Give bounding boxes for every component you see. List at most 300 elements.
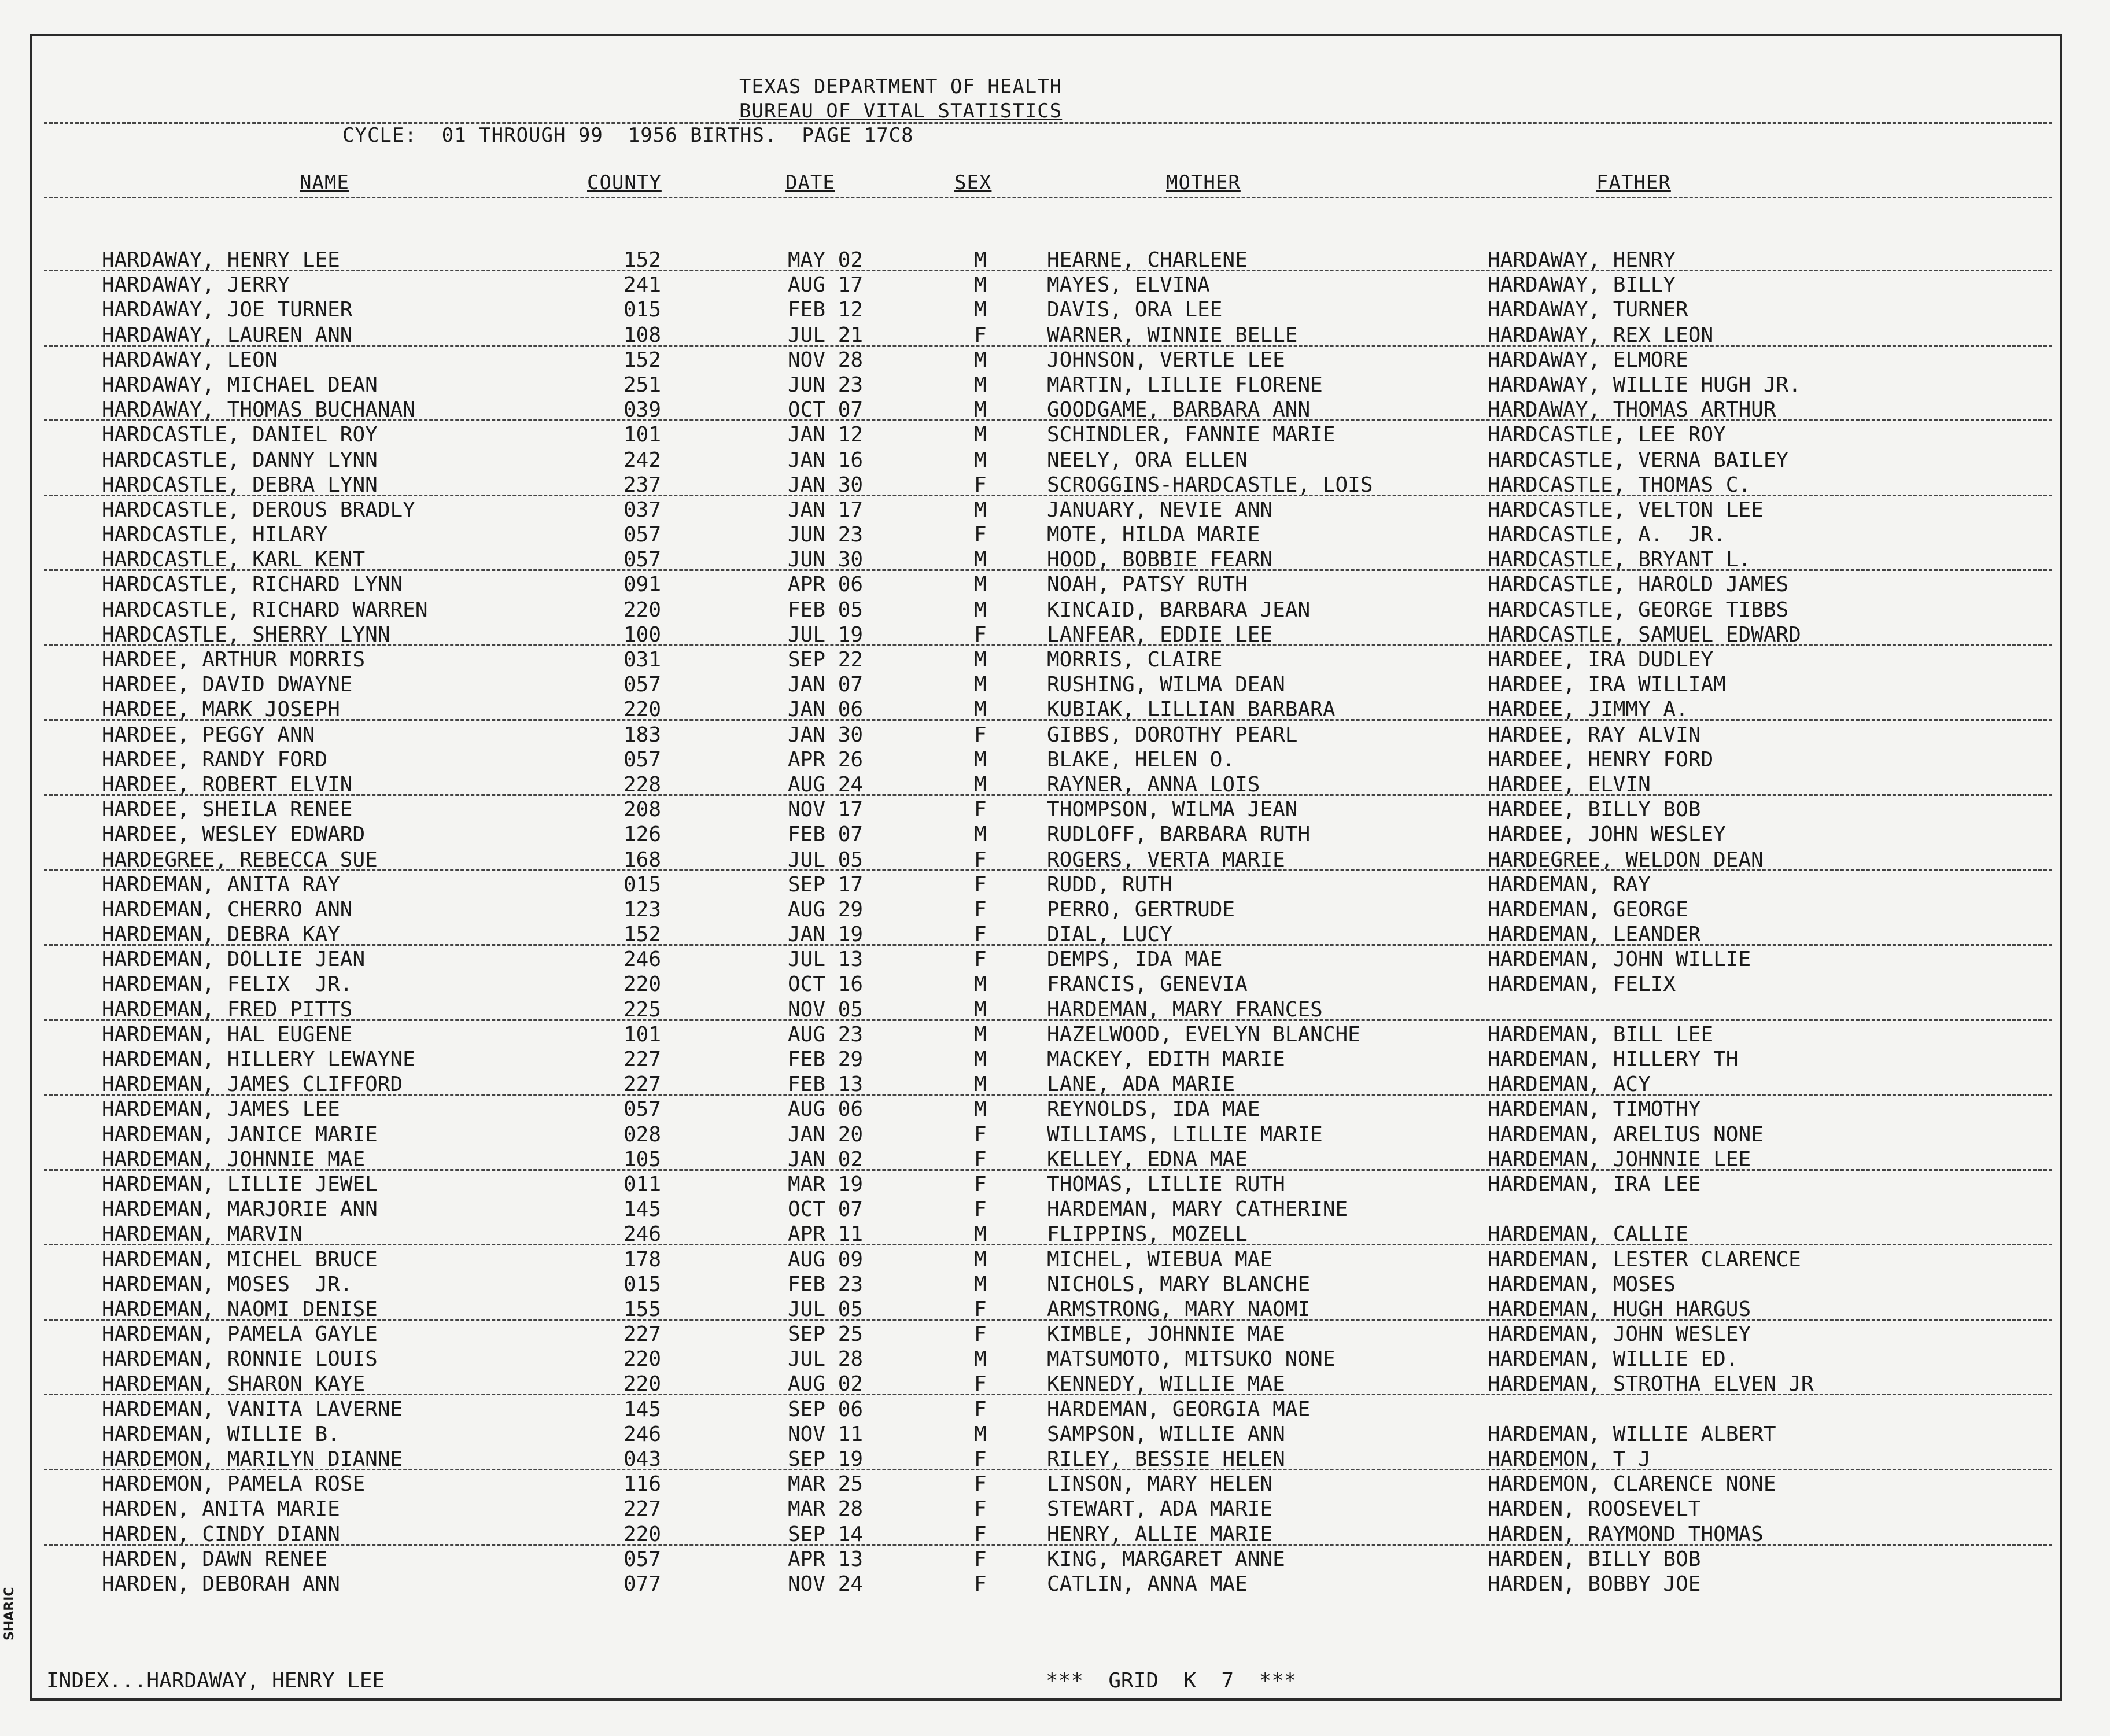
cell-mother: ROGERS, VERTA MARIE xyxy=(1047,847,1285,872)
cell-sex: F xyxy=(974,1522,987,1546)
cell-mother: GIBBS, DOROTHY PEARL xyxy=(1047,723,1298,747)
cell-date: SEP 14 xyxy=(788,1522,864,1546)
cell-father: HARDEMAN, BILL LEE xyxy=(1488,1022,1714,1046)
cell-name: HARDEMAN, WILLIE B. xyxy=(102,1422,340,1446)
cell-father: HARDCASTLE, SAMUEL EDWARD xyxy=(1488,622,1801,647)
cell-name: HARDEMAN, FRED PITTS xyxy=(102,997,353,1022)
cell-sex: M xyxy=(974,573,987,597)
cell-sex: M xyxy=(974,972,987,997)
cell-county: 057 xyxy=(624,548,662,572)
cell-county: 227 xyxy=(624,1048,662,1071)
cell-date: JUL 28 xyxy=(788,1347,864,1372)
cell-father: HARDEMAN, RAY xyxy=(1488,872,1651,897)
cell-sex: F xyxy=(974,523,987,547)
cell-sex: F xyxy=(974,923,987,947)
cell-date: FEB 12 xyxy=(788,298,864,322)
table-row xyxy=(0,373,2110,397)
table-row xyxy=(0,348,2110,373)
cell-sex: F xyxy=(974,948,987,972)
cell-county: 183 xyxy=(624,723,662,747)
cell-county: 251 xyxy=(624,373,662,397)
cell-date: SEP 19 xyxy=(788,1447,864,1471)
cell-county: 015 xyxy=(624,872,662,897)
cell-county: 077 xyxy=(624,1572,662,1596)
cell-county: 152 xyxy=(624,348,662,372)
cell-father: HARDEMAN, ARELIUS NONE xyxy=(1488,1122,1764,1147)
table-row xyxy=(0,1447,2110,1472)
cell-sex: M xyxy=(974,273,987,297)
cell-father: HARDEMAN, ACY xyxy=(1488,1072,1651,1097)
table-row xyxy=(0,1172,2110,1197)
cell-sex: M xyxy=(974,772,987,797)
cell-father: HARDEMAN, CALLIE xyxy=(1488,1222,1688,1247)
table-row xyxy=(0,723,2110,747)
table-row xyxy=(0,847,2110,872)
cell-county: 237 xyxy=(624,473,662,497)
cell-county: 015 xyxy=(624,298,662,322)
column-header-name: NAME xyxy=(300,171,349,194)
cell-county: 057 xyxy=(624,1547,662,1571)
cell-name: HARDCASTLE, DEBRA LYNN xyxy=(102,473,378,497)
table-row xyxy=(0,397,2110,422)
cell-name: HARDCASTLE, KARL KENT xyxy=(102,548,366,572)
cell-name: HARDEMAN, HILLERY LEWAYNE xyxy=(102,1048,415,1071)
table-row xyxy=(0,1572,2110,1597)
cell-date: JUL 13 xyxy=(788,948,864,972)
cell-county: 227 xyxy=(624,1072,662,1097)
cell-mother: LINSON, MARY HELEN xyxy=(1047,1472,1273,1497)
cell-sex: M xyxy=(974,248,987,272)
table-row xyxy=(0,1322,2110,1347)
table-row xyxy=(0,297,2110,322)
cell-sex: M xyxy=(974,747,987,772)
cell-father: HARDEN, BOBBY JOE xyxy=(1488,1572,1701,1596)
cell-sex: M xyxy=(974,423,987,447)
cell-county: 126 xyxy=(624,823,662,847)
cell-sex: M xyxy=(974,1072,987,1097)
cell-sex: M xyxy=(974,1222,987,1247)
table-row xyxy=(0,598,2110,622)
cell-county: 043 xyxy=(624,1447,662,1471)
cell-date: APR 11 xyxy=(788,1222,864,1247)
cell-county: 057 xyxy=(624,523,662,547)
column-header-mother: MOTHER xyxy=(1166,171,1241,194)
cell-county: 100 xyxy=(624,622,662,647)
cell-father: HARDCASTLE, A. JR. xyxy=(1488,523,1726,547)
cell-sex: M xyxy=(974,548,987,572)
cell-mother: MORRIS, CLAIRE xyxy=(1047,648,1223,672)
cell-father: HARDEMAN, JOHN WILLIE xyxy=(1488,948,1751,972)
table-row xyxy=(0,1022,2110,1047)
cell-mother: HARDEMAN, GEORGIA MAE xyxy=(1047,1397,1311,1421)
cell-mother: RILEY, BESSIE HELEN xyxy=(1047,1447,1285,1471)
cell-mother: REYNOLDS, IDA MAE xyxy=(1047,1097,1260,1122)
cell-mother: MICHEL, WIEBUA MAE xyxy=(1047,1247,1273,1271)
cell-sex: F xyxy=(974,1372,987,1396)
cell-county: 039 xyxy=(624,398,662,422)
cell-county: 116 xyxy=(624,1472,662,1497)
cell-date: JAN 06 xyxy=(788,698,864,722)
cell-mother: JOHNSON, VERTLE LEE xyxy=(1047,348,1285,372)
cell-mother: FLIPPINS, MOZELL xyxy=(1047,1222,1248,1247)
cell-mother: NOAH, PATSY RUTH xyxy=(1047,573,1248,597)
cell-father: HARDEE, BILLY BOB xyxy=(1488,798,1701,822)
cell-father: HARDAWAY, HENRY xyxy=(1488,248,1676,272)
table-row xyxy=(0,772,2110,797)
cell-date: JAN 19 xyxy=(788,923,864,947)
cell-mother: SCROGGINS-HARDCASTLE, LOIS xyxy=(1047,473,1373,497)
cell-father: HARDAWAY, TURNER xyxy=(1488,298,1688,322)
cell-mother: NEELY, ORA ELLEN xyxy=(1047,448,1248,472)
cell-name: HARDEMAN, LILLIE JEWEL xyxy=(102,1172,378,1196)
cell-date: JAN 02 xyxy=(788,1147,864,1171)
cell-father: HARDEMAN, HUGH HARGUS xyxy=(1488,1297,1751,1321)
cell-county: 246 xyxy=(624,1422,662,1446)
cell-name: HARDEE, DAVID DWAYNE xyxy=(102,673,353,697)
cell-date: JUN 23 xyxy=(788,523,864,547)
cell-sex: M xyxy=(974,698,987,722)
cell-date: MAR 25 xyxy=(788,1472,864,1497)
cell-mother: KUBIAK, LILLIAN BARBARA xyxy=(1047,698,1336,722)
table-row xyxy=(0,473,2110,497)
cell-date: AUG 17 xyxy=(788,273,864,297)
cell-mother: LANFEAR, EDDIE LEE xyxy=(1047,622,1273,647)
table-row xyxy=(0,1472,2110,1497)
cell-name: HARDEMAN, JANICE MARIE xyxy=(102,1122,378,1147)
cell-mother: LANE, ADA MARIE xyxy=(1047,1072,1235,1097)
cell-sex: F xyxy=(974,1547,987,1571)
cell-father: HARDEMAN, WILLIE ED. xyxy=(1488,1347,1739,1372)
cell-father: HARDEN, ROOSEVELT xyxy=(1488,1497,1701,1521)
cell-name: HARDEMAN, JAMES CLIFFORD xyxy=(102,1072,403,1097)
cell-date: APR 13 xyxy=(788,1547,864,1571)
cell-date: JAN 12 xyxy=(788,423,864,447)
cell-mother: STEWART, ADA MARIE xyxy=(1047,1497,1273,1521)
cell-father: HARDAWAY, THOMAS ARTHUR xyxy=(1488,398,1776,422)
cell-county: 208 xyxy=(624,798,662,822)
cell-name: HARDEMON, PAMELA ROSE xyxy=(102,1472,366,1497)
cell-mother: RAYNER, ANNA LOIS xyxy=(1047,772,1260,797)
cell-father: HARDEMAN, MOSES xyxy=(1488,1272,1676,1296)
cell-father: HARDCASTLE, HAROLD JAMES xyxy=(1488,573,1789,597)
cell-father: HARDEMON, CLARENCE NONE xyxy=(1488,1472,1776,1497)
table-row xyxy=(0,972,2110,997)
cell-sex: M xyxy=(974,1097,987,1122)
table-row xyxy=(0,1497,2110,1521)
table-row xyxy=(0,1072,2110,1097)
cell-county: 057 xyxy=(624,673,662,697)
cell-county: 227 xyxy=(624,1322,662,1347)
cell-name: HARDEMAN, MOSES JR. xyxy=(102,1272,353,1296)
cell-name: HARDEMAN, DEBRA KAY xyxy=(102,923,340,947)
cell-father: HARDAWAY, WILLIE HUGH JR. xyxy=(1488,373,1801,397)
cell-sex: M xyxy=(974,448,987,472)
cell-sex: F xyxy=(974,1197,987,1222)
cell-father: HARDEMAN, TIMOTHY xyxy=(1488,1097,1701,1122)
cell-name: HARDAWAY, THOMAS BUCHANAN xyxy=(102,398,415,422)
cell-sex: F xyxy=(974,323,987,347)
cell-date: SEP 17 xyxy=(788,872,864,897)
cell-date: MAR 19 xyxy=(788,1172,864,1196)
cell-sex: M xyxy=(974,673,987,697)
cell-sex: F xyxy=(974,1147,987,1171)
cell-mother: KING, MARGARET ANNE xyxy=(1047,1547,1285,1571)
cell-sex: F xyxy=(974,1122,987,1147)
cell-father: HARDEMAN, STROTHA ELVEN JR xyxy=(1488,1372,1814,1396)
cell-date: JAN 20 xyxy=(788,1122,864,1147)
cell-father: HARDEMAN, LEANDER xyxy=(1488,923,1701,947)
cell-father: HARDEN, BILLY BOB xyxy=(1488,1547,1701,1571)
cell-mother: KELLEY, EDNA MAE xyxy=(1047,1147,1248,1171)
cell-mother: RUDD, RUTH xyxy=(1047,872,1172,897)
cell-date: JUL 21 xyxy=(788,323,864,347)
cell-name: HARDEN, CINDY DIANN xyxy=(102,1522,340,1546)
cell-name: HARDEMAN, JOHNNIE MAE xyxy=(102,1147,366,1171)
cell-county: 227 xyxy=(624,1497,662,1521)
table-row xyxy=(0,822,2110,847)
cell-county: 242 xyxy=(624,448,662,472)
cell-sex: M xyxy=(974,1247,987,1271)
cell-mother: MATSUMOTO, MITSUKO NONE xyxy=(1047,1347,1336,1372)
cell-date: AUG 06 xyxy=(788,1097,864,1122)
cell-sex: F xyxy=(974,622,987,647)
cell-sex: F xyxy=(974,1447,987,1471)
cell-name: HARDEMAN, MARJORIE ANN xyxy=(102,1197,378,1222)
cell-county: 011 xyxy=(624,1172,662,1196)
cell-father: HARDEMAN, FELIX xyxy=(1488,972,1676,997)
table-row xyxy=(0,547,2110,572)
table-row xyxy=(0,1372,2110,1396)
cell-name: HARDEMAN, SHARON KAYE xyxy=(102,1372,366,1396)
cell-county: 228 xyxy=(624,772,662,797)
cell-father: HARDAWAY, REX LEON xyxy=(1488,323,1714,347)
cell-sex: M xyxy=(974,298,987,322)
table-row xyxy=(0,797,2110,822)
table-row xyxy=(0,1397,2110,1422)
cell-date: AUG 24 xyxy=(788,772,864,797)
cell-date: SEP 22 xyxy=(788,648,864,672)
cell-date: NOV 17 xyxy=(788,798,864,822)
cell-date: NOV 11 xyxy=(788,1422,864,1446)
cell-sex: M xyxy=(974,373,987,397)
cell-mother: BLAKE, HELEN O. xyxy=(1047,747,1235,772)
cell-mother: MAYES, ELVINA xyxy=(1047,273,1210,297)
cell-county: 220 xyxy=(624,1347,662,1372)
cell-mother: SCHINDLER, FANNIE MARIE xyxy=(1047,423,1336,447)
cell-mother: CATLIN, ANNA MAE xyxy=(1047,1572,1248,1596)
cell-sex: F xyxy=(974,872,987,897)
cell-name: HARDCASTLE, RICHARD LYNN xyxy=(102,573,403,597)
table-row xyxy=(0,897,2110,922)
table-row xyxy=(0,1272,2110,1297)
cell-name: HARDAWAY, MICHAEL DEAN xyxy=(102,373,378,397)
cell-father: HARDEE, HENRY FORD xyxy=(1488,747,1714,772)
cell-name: HARDEE, SHEILA RENEE xyxy=(102,798,353,822)
table-row xyxy=(0,272,2110,297)
column-header-county: COUNTY xyxy=(587,171,662,194)
cell-county: 220 xyxy=(624,1372,662,1396)
cell-name: HARDEMAN, FELIX JR. xyxy=(102,972,353,997)
cell-name: HARDEMAN, HAL EUGENE xyxy=(102,1022,353,1046)
cell-date: JUL 19 xyxy=(788,622,864,647)
cell-county: 152 xyxy=(624,248,662,272)
cell-date: APR 06 xyxy=(788,573,864,597)
cell-name: HARDEMAN, DOLLIE JEAN xyxy=(102,948,366,972)
cell-date: SEP 06 xyxy=(788,1397,864,1421)
cell-father: HARDEMAN, WILLIE ALBERT xyxy=(1488,1422,1776,1446)
cell-mother: HOOD, BOBBIE FEARN xyxy=(1047,548,1273,572)
table-row xyxy=(0,1522,2110,1547)
table-row xyxy=(0,872,2110,897)
table-row xyxy=(0,248,2110,272)
cell-mother: GOODGAME, BARBARA ANN xyxy=(1047,398,1311,422)
cell-mother: KINCAID, BARBARA JEAN xyxy=(1047,598,1311,622)
cell-name: HARDEN, ANITA MARIE xyxy=(102,1497,340,1521)
cell-sex: M xyxy=(974,497,987,522)
cell-mother: NICHOLS, MARY BLANCHE xyxy=(1047,1272,1311,1296)
cell-sex: F xyxy=(974,1572,987,1596)
cell-mother: HEARNE, CHARLENE xyxy=(1047,248,1248,272)
cell-mother: WARNER, WINNIE BELLE xyxy=(1047,323,1298,347)
cell-father: HARDEMAN, JOHN WESLEY xyxy=(1488,1322,1751,1347)
table-row xyxy=(0,522,2110,547)
cell-mother: FRANCIS, GENEVIA xyxy=(1047,972,1248,997)
cell-name: HARDEN, DEBORAH ANN xyxy=(102,1572,340,1596)
cell-county: 246 xyxy=(624,948,662,972)
cell-mother: DEMPS, IDA MAE xyxy=(1047,948,1223,972)
cell-father: HARDEMAN, HILLERY TH xyxy=(1488,1048,1739,1071)
cell-sex: M xyxy=(974,1048,987,1071)
cell-date: NOV 24 xyxy=(788,1572,864,1596)
cell-date: FEB 05 xyxy=(788,598,864,622)
cell-father: HARDAWAY, BILLY xyxy=(1488,273,1676,297)
cell-county: 123 xyxy=(624,897,662,922)
cell-date: FEB 13 xyxy=(788,1072,864,1097)
cell-sex: M xyxy=(974,648,987,672)
cell-sex: F xyxy=(974,897,987,922)
cell-name: HARDEMAN, RONNIE LOUIS xyxy=(102,1347,378,1372)
cell-date: OCT 16 xyxy=(788,972,864,997)
cell-father: HARDEMAN, LESTER CLARENCE xyxy=(1488,1247,1801,1271)
table-row xyxy=(0,323,2110,348)
cell-county: 246 xyxy=(624,1222,662,1247)
cell-sex: F xyxy=(974,847,987,872)
cell-father: HARDEE, IRA WILLIAM xyxy=(1488,673,1726,697)
cell-name: HARDEMAN, PAMELA GAYLE xyxy=(102,1322,378,1347)
cell-date: FEB 07 xyxy=(788,823,864,847)
cell-sex: M xyxy=(974,348,987,372)
cell-mother: MOTE, HILDA MARIE xyxy=(1047,523,1260,547)
table-row xyxy=(0,1097,2110,1122)
cell-mother: THOMAS, LILLIE RUTH xyxy=(1047,1172,1285,1196)
table-row xyxy=(0,1122,2110,1147)
cell-name: HARDCASTLE, DANIEL ROY xyxy=(102,423,378,447)
table-row xyxy=(0,747,2110,772)
cell-name: HARDEE, MARK JOSEPH xyxy=(102,698,340,722)
cell-name: HARDEMAN, NAOMI DENISE xyxy=(102,1297,378,1321)
cell-sex: F xyxy=(974,1322,987,1347)
cell-sex: F xyxy=(974,473,987,497)
cell-mother: HARDEMAN, MARY FRANCES xyxy=(1047,997,1323,1022)
cell-mother: RUDLOFF, BARBARA RUTH xyxy=(1047,823,1311,847)
table-row xyxy=(0,572,2110,597)
cell-date: JAN 30 xyxy=(788,473,864,497)
column-header-divider xyxy=(44,197,2052,198)
cell-county: 091 xyxy=(624,573,662,597)
cell-sex: F xyxy=(974,798,987,822)
cell-date: JAN 30 xyxy=(788,723,864,747)
cell-date: AUG 02 xyxy=(788,1372,864,1396)
cell-county: 220 xyxy=(624,1522,662,1546)
cell-name: HARDAWAY, LEON xyxy=(102,348,278,372)
cell-name: HARDEGREE, REBECCA SUE xyxy=(102,847,378,872)
cell-mother: WILLIAMS, LILLIE MARIE xyxy=(1047,1122,1323,1147)
table-row xyxy=(0,997,2110,1022)
cell-date: FEB 23 xyxy=(788,1272,864,1296)
cell-sex: M xyxy=(974,398,987,422)
cell-county: 101 xyxy=(624,423,662,447)
cell-name: HARDAWAY, LAUREN ANN xyxy=(102,323,353,347)
cell-county: 105 xyxy=(624,1147,662,1171)
cell-mother: ARMSTRONG, MARY NAOMI xyxy=(1047,1297,1311,1321)
cell-name: HARDCASTLE, RICHARD WARREN xyxy=(102,598,428,622)
cell-father: HARDAWAY, ELMORE xyxy=(1488,348,1688,372)
cell-mother: PERRO, GERTRUDE xyxy=(1047,897,1235,922)
cell-name: HARDCASTLE, HILARY xyxy=(102,523,328,547)
cell-date: FEB 29 xyxy=(788,1048,864,1071)
cell-mother: KIMBLE, JOHNNIE MAE xyxy=(1047,1322,1285,1347)
cell-county: 145 xyxy=(624,1397,662,1421)
cycle-line: CYCLE: 01 THROUGH 99 1956 BIRTHS. PAGE 17C8 xyxy=(342,124,914,147)
cell-name: HARDEMAN, VANITA LAVERNE xyxy=(102,1397,403,1421)
cell-father: HARDCASTLE, VERNA BAILEY xyxy=(1488,448,1789,472)
cell-date: MAR 28 xyxy=(788,1497,864,1521)
cell-county: 220 xyxy=(624,598,662,622)
cell-father: HARDEMON, T J xyxy=(1488,1447,1651,1471)
cell-mother: SAMPSON, WILLIE ANN xyxy=(1047,1422,1285,1446)
table-row xyxy=(0,422,2110,447)
cell-name: HARDEMAN, MARVIN xyxy=(102,1222,303,1247)
cell-name: HARDCASTLE, SHERRY LYNN xyxy=(102,622,390,647)
cell-sex: M xyxy=(974,997,987,1022)
cell-date: MAY 02 xyxy=(788,248,864,272)
cell-name: HARDAWAY, HENRY LEE xyxy=(102,248,340,272)
cell-county: 031 xyxy=(624,648,662,672)
cell-date: JUN 30 xyxy=(788,548,864,572)
cell-date: JUN 23 xyxy=(788,373,864,397)
cell-county: 145 xyxy=(624,1197,662,1222)
cell-county: 241 xyxy=(624,273,662,297)
cell-father: HARDCASTLE, BRYANT L. xyxy=(1488,548,1751,572)
cell-father: HARDCASTLE, LEE ROY xyxy=(1488,423,1726,447)
cell-county: 057 xyxy=(624,1097,662,1122)
cell-name: HARDEE, ROBERT ELVIN xyxy=(102,772,353,797)
cell-date: NOV 05 xyxy=(788,997,864,1022)
cell-sex: M xyxy=(974,823,987,847)
cell-mother: MARTIN, LILLIE FLORENE xyxy=(1047,373,1323,397)
table-row xyxy=(0,1297,2110,1322)
cell-name: HARDEMON, MARILYN DIANNE xyxy=(102,1447,403,1471)
cell-name: HARDEMAN, CHERRO ANN xyxy=(102,897,353,922)
cell-name: HARDEMAN, JAMES LEE xyxy=(102,1097,340,1122)
footer-index: INDEX...HARDAWAY, HENRY LEE xyxy=(46,1669,385,1693)
cell-father: HARDCASTLE, THOMAS C. xyxy=(1488,473,1751,497)
table-row xyxy=(0,1422,2110,1447)
cell-name: HARDEE, WESLEY EDWARD xyxy=(102,823,366,847)
cell-county: 037 xyxy=(624,497,662,522)
table-row xyxy=(0,922,2110,947)
cell-date: OCT 07 xyxy=(788,398,864,422)
